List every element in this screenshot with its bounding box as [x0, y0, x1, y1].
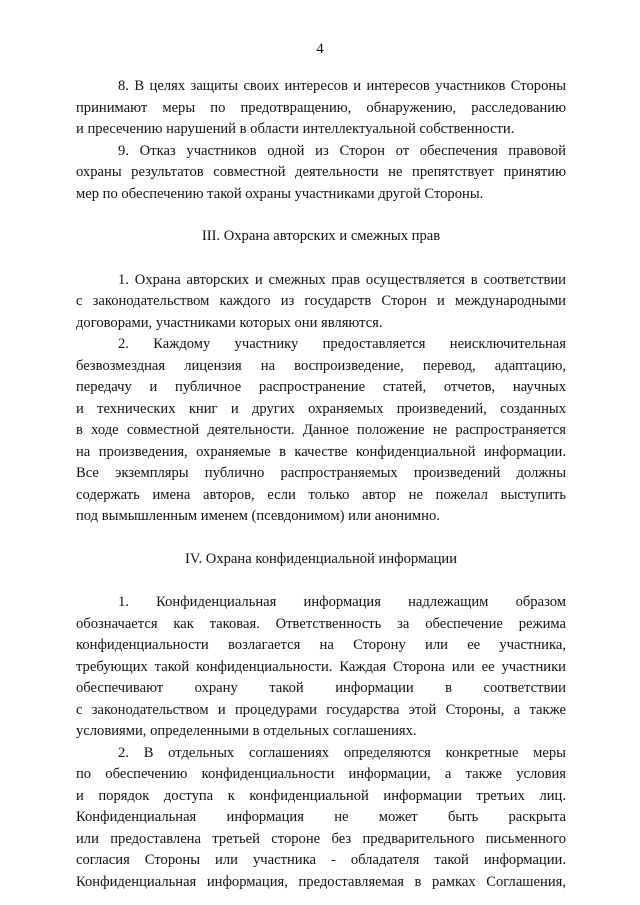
- paragraph: [76, 270, 566, 335]
- paragraph-line: с законодательством каждого из государств Сторон и международными: [76, 293, 566, 309]
- paragraph-line: конфиденциальности возлагается на Сторону или ее участника,: [76, 637, 566, 653]
- paragraph-line: 2. В отдельных соглашениях определяются конкретные меры: [118, 744, 566, 761]
- paragraph-line: 2. Каждому участнику предоставляется неисключительная: [118, 336, 566, 352]
- paragraph-line: безвозмездная лицензия на воспроизведение, перевод, адаптацию,: [76, 357, 566, 374]
- paragraph-line: 9. Отказ участников одной из Сторон от обеспечения правовой: [118, 142, 566, 159]
- section-heading: IV. Охрана конфиденциальной информации: [184, 550, 457, 567]
- paragraph-line: в ходе совместной деятельности. Данное положение не распространяется: [76, 422, 566, 438]
- paragraph: [76, 334, 566, 528]
- paragraph-line: под вымышленным именем (псевдонимом) или анонимно.: [76, 508, 440, 524]
- section-heading: III. Охрана авторских и смежных прав: [201, 228, 441, 244]
- paragraph-line: обозначается как таковая. Ответственность за обеспечение режима: [76, 615, 566, 632]
- paragraph: [76, 141, 566, 206]
- paragraph-line: 1. Охрана авторских и смежных прав осуществляется в соответствии: [118, 271, 566, 288]
- paragraph: [76, 592, 566, 743]
- paragraph: [76, 743, 566, 894]
- paragraph-line: содержать имена авторов, если только автор не пожелал выступить: [76, 486, 566, 503]
- paragraph-line: охраны результатов совместной деятельности не препятствует принятию: [76, 164, 566, 180]
- paragraph-line: Конфиденциальная информация, предоставляемая в рамках Соглашения,: [76, 873, 566, 890]
- page-number: 4: [316, 41, 324, 57]
- spacer: [76, 528, 566, 549]
- paragraph-line: принимают меры по предотвращению, обнаружению, расследованию: [76, 99, 566, 116]
- paragraph-line: Конфиденциальная информация не может быть раскрыта: [76, 809, 566, 825]
- paragraph-line: передачу и публичное распространение статей, отчетов, научных: [76, 379, 566, 395]
- paragraph-line: по обеспечению конфиденциальности информации, а также условия: [76, 766, 566, 782]
- paragraph-line: мер по обеспечению такой охраны участниками другой Стороны.: [76, 185, 484, 202]
- paragraph-line: обеспечивают охрану такой информации в соответствии: [76, 680, 566, 696]
- paragraph-line: согласия Стороны или участника - обладателя такой информации.: [76, 852, 566, 868]
- paragraph-line: 1. Конфиденциальная информация надлежащим образом: [118, 594, 566, 610]
- paragraph-line: Все экземпляры публично распространяемых произведений должны: [76, 465, 566, 481]
- paragraph-line: и технических книг и других охраняемых произведений, созданных: [76, 400, 566, 417]
- paragraph-line: условиями, определенными в отдельных соглашениях.: [76, 723, 417, 739]
- paragraph-line: 8. В целях защиты своих интересов и интересов участников Стороны: [118, 78, 566, 94]
- paragraph-line: с законодательством и процедурами государства этой Стороны, а также: [76, 701, 566, 718]
- paragraph-line: и порядок доступа к конфиденциальной информации третьих лиц.: [76, 787, 566, 804]
- paragraph: [76, 76, 566, 141]
- document-body: [76, 76, 566, 893]
- paragraph-line: и пресечению нарушений в области интеллектуальной собственности.: [76, 121, 515, 137]
- spacer: [76, 248, 566, 270]
- paragraph-line: требующих такой конфиденциальности. Каждая Сторона или ее участники: [76, 658, 566, 675]
- paragraph-line: на произведения, охраняемые в качестве конфиденциальной информации.: [76, 443, 566, 460]
- spacer: [76, 205, 566, 226]
- spacer: [76, 570, 566, 592]
- paragraph-line: или предоставлена третьей стороне без предварительного письменного: [76, 830, 566, 847]
- paragraph-line: договорами, участниками которых они являются.: [76, 314, 383, 331]
